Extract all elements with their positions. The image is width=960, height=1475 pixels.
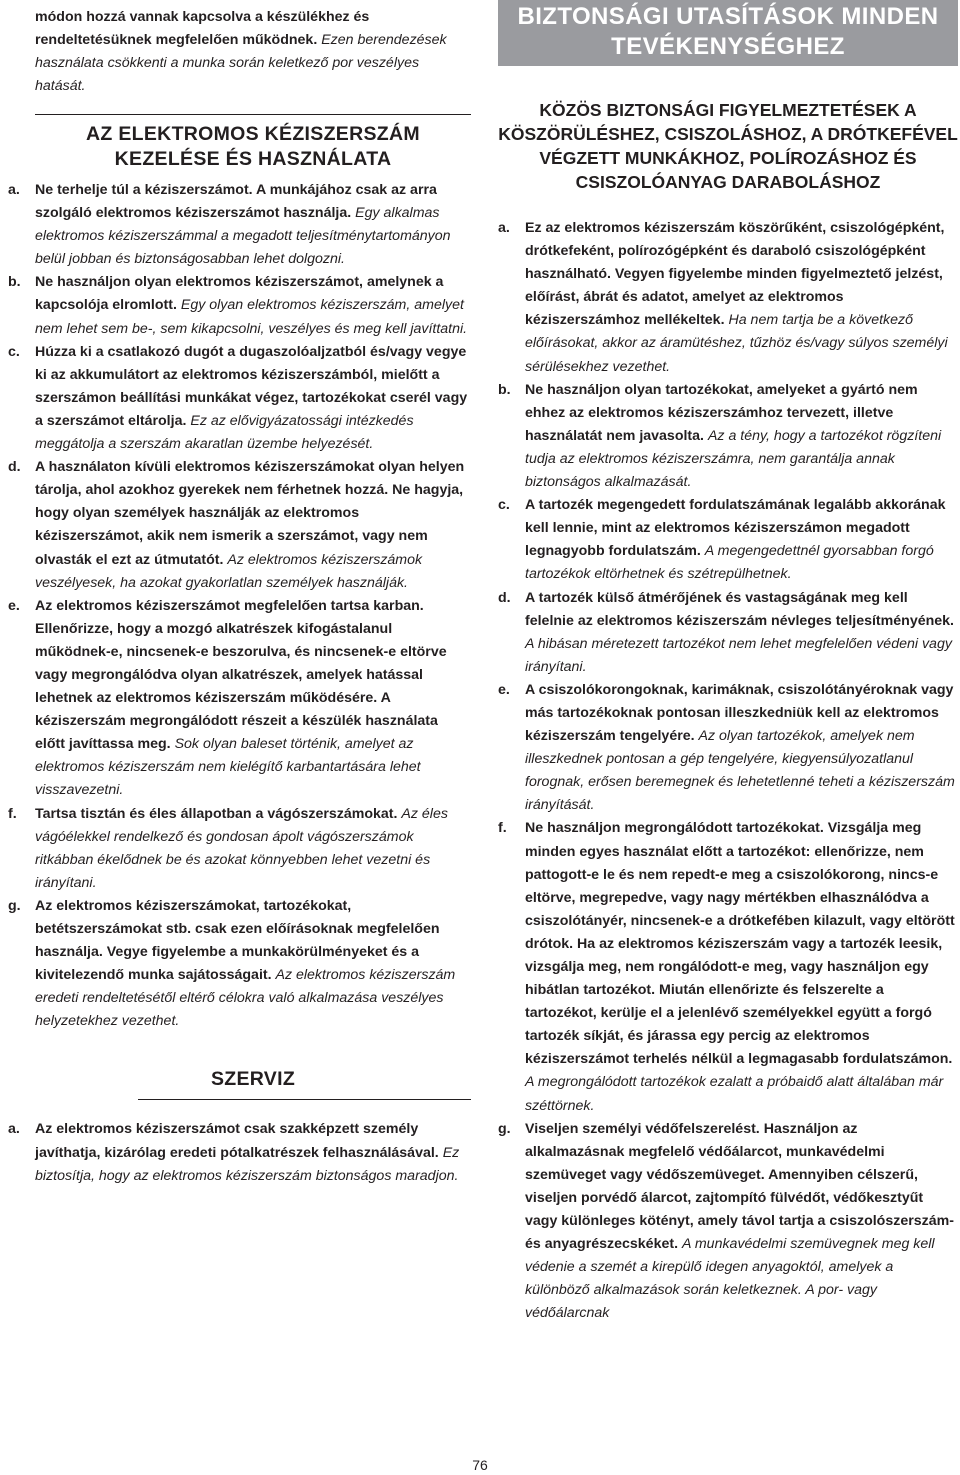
item-instruction: A használaton kívüli elektromos kéziszerszámokat olyan helyen tárolja, ahol azokhoz gyerekek nem férhetnek hozzá. Ne hagyja, hogy olyan személyek használják az elektromos kéziszerszámot, akik nem ismerik a szerszámot, vagy nem olvasták el ezt az útmutatót. [35, 459, 465, 568]
section1-items [8, 179, 471, 1033]
section2-items [8, 1118, 471, 1187]
item-label: g. [8, 897, 21, 914]
list-item [498, 217, 958, 379]
list-item [498, 494, 958, 586]
item-instruction: Ne használjon olyan tartozékokat, amelyeket a gyártó nem ehhez az elektromos kéziszerszámhoz tervezett, illetve használatát nem javasolta. [525, 381, 918, 444]
item-text [525, 494, 958, 586]
item-label: d. [498, 589, 511, 606]
list-item [498, 1118, 958, 1326]
list-item [498, 679, 958, 818]
list-item [8, 456, 471, 595]
item-text [525, 1118, 958, 1326]
item-explanation: Ez az elővigyázatossági intézkedés meggátolja a szerszám akaratlan üzembe helyezését. [35, 412, 414, 453]
item-explanation: Az a tény, hogy a tartozékot rögzíteni tudja az elektromos kéziszerszámra, nem garantálja annak biztonságos alkalmazását. [525, 427, 942, 491]
item-explanation: Az elektromos kéziszerszám eredeti rendeltetésétől eltérő célokra való alkalmazása veszélyes helyzetekhez vezethet. [35, 967, 456, 1030]
item-explanation: Az elektromos kéziszerszámok veszélyesek, ha azokat gyakorlatlan személyek használják. [35, 551, 423, 591]
right-column [498, 0, 958, 1326]
item-label: a. [8, 1121, 20, 1138]
item-instruction: Húzza ki a csatlakozó dugót a dugaszolóaljzatból és/vagy vegye ki az akkumulátort az elektromos kéziszerszámból, mielőtt a szerszámon beállítási munkákat végez, tartozékokat cserél vagy a szerszámot eltárolja. [35, 343, 468, 429]
item-instruction: A csiszolókorongoknak, karimáknak, csiszolótányéroknak vagy más tartozékoknak pontosan illeszkedniük kell az elektromos kéziszerszám tengelyére. [525, 681, 954, 745]
item-instruction: Az elektromos kéziszerszámokat, tartozékokat, betétszerszámokat stb. csak ezen előírásoknak megfelelően használja. Vegye figyelembe a munkakörülményeket és a kivitelezendő munka sajátosságait. [35, 897, 440, 984]
item-text [35, 179, 471, 271]
page-number: 76 [472, 1457, 488, 1473]
list-item [8, 271, 471, 340]
item-explanation: A megrongálódott tartozékok ezalatt a próbaidő alatt általában már széttörnek. [525, 1074, 944, 1114]
item-instruction: A tartozék külső átmérőjének és vastagságának meg kell felelnie az elektromos kéziszerszám névleges teljesítményének. [525, 589, 954, 629]
list-item [8, 341, 471, 456]
section-rule-top [35, 114, 471, 115]
item-text [35, 271, 471, 340]
list-item [498, 379, 958, 494]
item-instruction: Az elektromos kéziszerszámot megfelelően tartsa karban. Ellenőrizze, hogy a mozgó alkatrészek kifogástalanul működnek-e, nincsenek-e beszorulva, és nincsenek-e eltörve vagy megrongálódva olyan alkatrészek, amelyek hatással lehetnek az elektromos kéziszerszám működésére. A kéziszerszám megrongálódott részeit a készülék használata előtt javíttassa meg. [35, 597, 447, 753]
item-label: a. [498, 220, 510, 236]
list-item [498, 817, 958, 1117]
item-text [525, 817, 958, 1117]
safety-banner: BIZTONSÁGI UTASÍTÁSOK MINDEN TEVÉKENYSÉGHEZ [498, 0, 958, 66]
list-item [8, 1118, 471, 1187]
item-label: f. [498, 820, 507, 837]
item-instruction: Ne használjon olyan elektromos kéziszerszámot, amelynek a kapcsolója elromlott. [35, 274, 444, 314]
item-label: c. [498, 497, 510, 514]
common-warnings-heading: KÖZÖS BIZTONSÁGI FIGYELMEZTETÉSEK A KÖSZÖRÜLÉSHEZ, CSISZOLÁSHOZ, A DRÓTKEFÉVEL VÉGZETT MUNKÁKHOZ, POLÍROZÁSHOZ ÉS CSISZOLÓANYAG DARABOLÁSHOZ [498, 100, 958, 192]
section2-title: SZERVIZ [210, 1068, 296, 1091]
item-instruction: Az elektromos kéziszerszámot csak szakképzett személy javíthatja, kizárólag eredeti pótalkatrészek felhasználásával. [35, 1121, 439, 1161]
item-label: d. [8, 459, 21, 476]
item-explanation: A hibásan méretezett tartozékot nem lehet megfelelően védeni vagy irányítani. [525, 635, 952, 675]
item-label: b. [498, 381, 511, 398]
item-instruction: Tartsa tisztán és éles állapotban a vágószerszámokat. [35, 805, 398, 822]
item-explanation: Egy alkalmas elektromos kéziszerszámmal a megadott teljesítménytartományon belül jobban és biztonságosabban lehet dolgozni. [35, 205, 451, 268]
section2-rule [138, 1099, 471, 1100]
list-item [8, 179, 471, 271]
left-column [8, 0, 471, 1188]
item-label: e. [8, 597, 20, 614]
item-text [35, 341, 471, 456]
item-explanation: A megengedettnél gyorsabban forgó tartozékok eltörhetnek és szétrepülhetnek. [525, 543, 934, 583]
item-explanation: Sok olyan baleset történik, amelyet az elektromos kéziszerszám nem kielégítő karbantartására lehet visszavezetni. [35, 736, 421, 799]
list-item [8, 895, 471, 1034]
list-item [8, 595, 471, 803]
section1-title: AZ ELEKTROMOS KÉZISZERSZÁM KEZELÉSE ÉS HASZNÁLATA [86, 123, 420, 170]
item-text [35, 595, 471, 803]
item-label: b. [8, 274, 21, 291]
item-instruction: Ne terhelje túl a kéziszerszámot. A munkájához csak az arra szolgáló elektromos kéziszerszámot használja. [35, 182, 437, 222]
item-text [525, 217, 958, 379]
list-item [8, 803, 471, 895]
item-label: f. [8, 805, 17, 822]
item-label: e. [498, 681, 510, 698]
item-explanation: Egy olyan elektromos kéziszerszám, amelyet nem lehet sem be-, sem kikapcsolni, veszélyes és meg kell javíttatni. [35, 297, 468, 337]
item-text [35, 456, 471, 595]
item-text [525, 679, 958, 818]
item-explanation: A munkavédelmi szemüvegnek meg kell védenie a szemét a kirepülő idegen anyagoktól, amelyek a különböző alkalmazások során keletkeznek. A por- vagy védőálarcnak [525, 1236, 935, 1322]
item-explanation: Az éles vágóélekkel rendelkező és gondosan ápolt vágószerszámok ritkábban ékelődnek be és azokat könnyebben lehet vezetni és irányítani. [35, 805, 448, 891]
item-explanation: Ha nem tartja be a következő előírásokat, akkor az áramütéshez, tűzhöz és/vagy súlyos személyi sérülésekhez vezethet. [525, 312, 948, 375]
item-label: c. [8, 343, 20, 360]
item-label: a. [8, 182, 20, 198]
item-text [525, 379, 958, 494]
item-instruction: A tartozék megengedett fordulatszámának legalább akkorának kell lennie, mint az elektromos kéziszerszámon megadott legnagyobb fordulatszám. [525, 497, 946, 560]
item-text [525, 587, 958, 679]
intro-note: Ezen berendezések használata csökkenti a munka során keletkező por veszélyes hatását. [35, 32, 447, 94]
intro-paragraph [8, 6, 471, 98]
item-instruction: Ez az elektromos kéziszerszám köszörűként, csiszológépként, drótkefeként, polírozógépként és daraboló csiszológépként használható. Vegyen figyelembe minden figyelmeztető jelzést, előírást, ábrát és adatot, amelyet az elektromos kéziszerszámhoz mellékeltek. [525, 220, 945, 329]
intro-bold: módon hozzá vannak kapcsolva a készülékhez és rendeltetésüknek megfelelően működnek. [35, 9, 370, 48]
item-text [35, 1118, 471, 1187]
item-label: g. [498, 1120, 511, 1137]
list-item [498, 587, 958, 679]
item-explanation: Ez biztosítja, hogy az elektromos kéziszerszám biztonságos maradjon. [35, 1144, 460, 1184]
item-explanation: Az olyan tartozékok, amelyek nem illeszkednek pontosan a gép tengelyére, kiegyensúlyozatlanul forognak, erősen beremegnek és lehetetlenné teheti a kéziszerszám irányítását. [525, 728, 955, 814]
section2-heading-wrap [35, 1067, 471, 1092]
warning-items [498, 217, 958, 1326]
item-text [35, 803, 471, 895]
item-instruction: Ne használjon megrongálódott tartozékokat. Vizsgálja meg minden egyes használat előtt a tartozékot: ellenőrizze, nem pattogott-e le és nem repedt-e meg a csiszolókorong, nincs-e eltörve, megrepedve, vagy nagy mértékben elhasználódva a csiszolótányér, nincsenek-e a drótkefében kilazult, vagy eltörött drótok. Ha az elektromos kéziszerszám vagy a tartozék leesik, vizsgálja meg, nem rongálódott-e meg, vagy használjon egy hibátlan tartozékot. Miután ellenőrizte és felszerelte a tartozékot, kerülje el a jelenlévő személyekkel együtt a forgó tartozék síkját, és járassa egy percig az elektromos kéziszerszámot terhelés nélkül a legmagasabb fordulatszámon. [525, 820, 955, 1068]
item-text [35, 895, 471, 1034]
item-instruction: Viseljen személyi védőfelszerelést. Használjon az alkalmazásnak megfelelő védőálarcot, munkavédelmi szemüveget vagy védőszemüveget. Amennyiben célszerű, viseljen porvédő álarcot, zajtompító fülvédőt, védőkesztyűt vagy különleges kötényt, amely távol tartja a csiszolószerszám-és anyagrészecskéket. [525, 1120, 954, 1253]
section1-heading-wrap [35, 122, 471, 172]
